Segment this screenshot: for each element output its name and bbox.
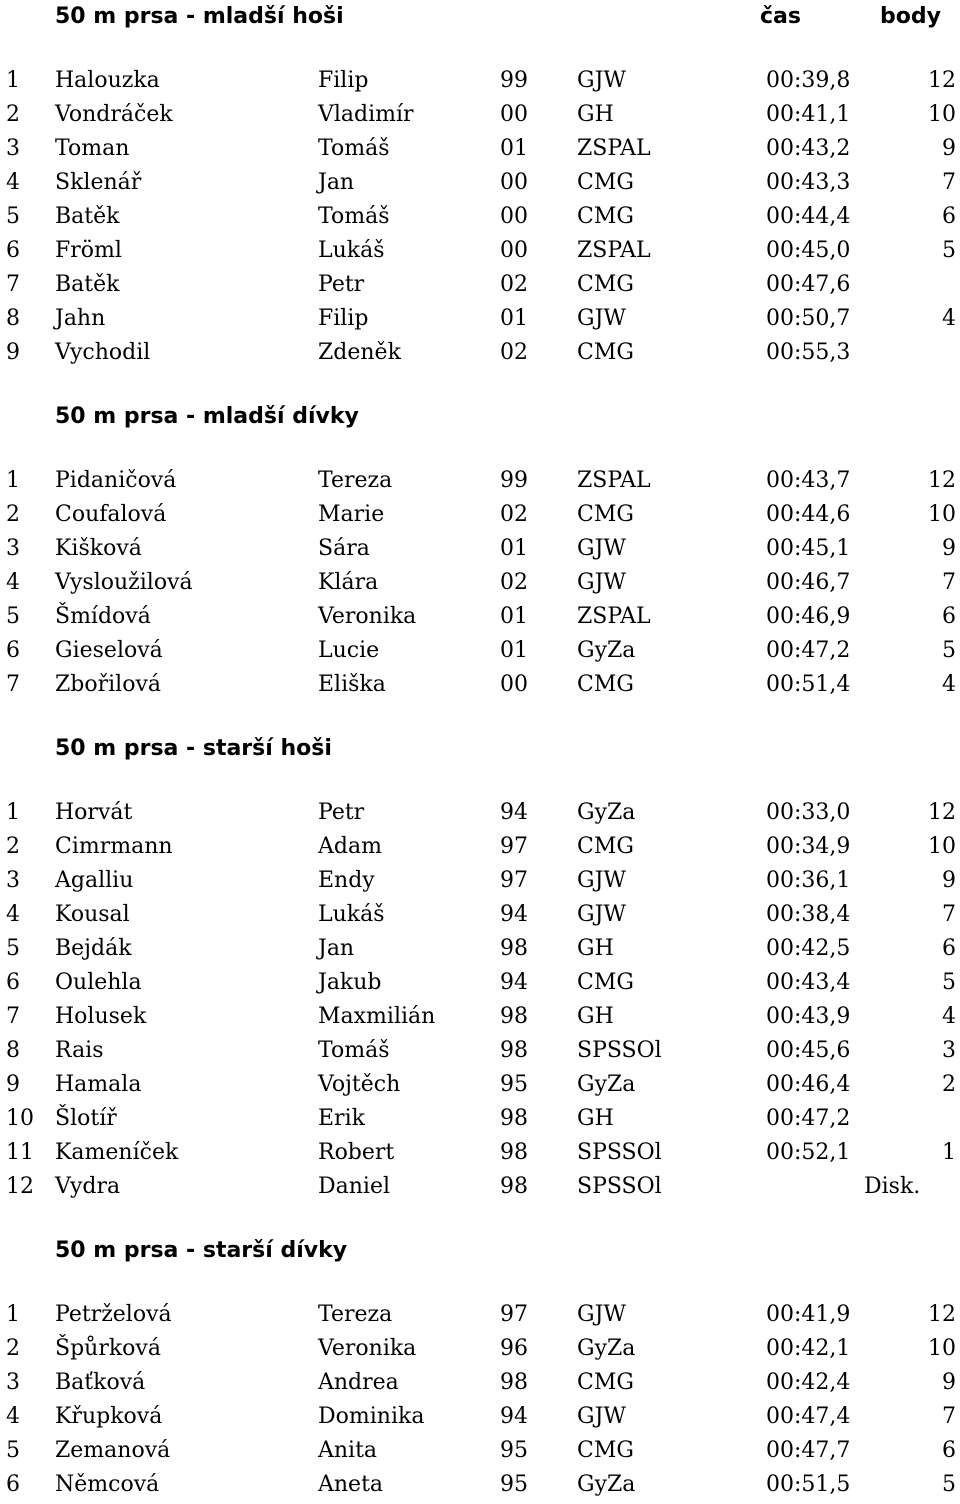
table-row: [0, 1068, 960, 1102]
birth-year-cell: 98: [500, 1174, 528, 1199]
time-cell: 00:46,9: [766, 604, 851, 629]
club-cell: GyZa: [577, 1336, 636, 1361]
club-cell: CMG: [577, 272, 634, 297]
points-cell: 10: [928, 834, 956, 859]
surname-cell: Křupková: [55, 1404, 163, 1429]
rank-cell: 6: [6, 1472, 20, 1497]
club-cell: CMG: [577, 1370, 634, 1395]
club-cell: CMG: [577, 672, 634, 697]
surname-cell: Kousal: [55, 902, 130, 927]
club-cell: GH: [577, 1004, 614, 1029]
rank-cell: 9: [6, 340, 20, 365]
points-cell: 9: [942, 536, 956, 561]
birth-year-cell: 00: [500, 672, 528, 697]
rank-cell: 3: [6, 536, 20, 561]
club-cell: GyZa: [577, 1472, 636, 1497]
first-name-cell: Zdeněk: [318, 340, 401, 365]
points-cell: 5: [942, 1472, 956, 1497]
birth-year-cell: 98: [500, 1004, 528, 1029]
birth-year-cell: 02: [500, 570, 528, 595]
club-cell: CMG: [577, 204, 634, 229]
rank-cell: 2: [6, 102, 20, 127]
table-row: [0, 498, 960, 532]
first-name-cell: Dominika: [318, 1404, 425, 1429]
first-name-cell: Eliška: [318, 672, 386, 697]
table-row: [0, 98, 960, 132]
birth-year-cell: 94: [500, 902, 528, 927]
surname-cell: Petrželová: [55, 1302, 172, 1327]
rank-cell: 3: [6, 136, 20, 161]
time-cell: 00:47,6: [766, 272, 851, 297]
birth-year-cell: 97: [500, 1302, 528, 1327]
surname-cell: Horvát: [55, 800, 133, 825]
time-cell: 00:47,4: [766, 1404, 851, 1429]
table-row: [0, 600, 960, 634]
birth-year-cell: 01: [500, 638, 528, 663]
time-cell: 00:41,9: [766, 1302, 851, 1327]
points-cell: 2: [942, 1072, 956, 1097]
column-header-time: čas: [760, 4, 801, 29]
points-cell: 9: [942, 136, 956, 161]
club-cell: GJW: [577, 570, 627, 595]
time-cell: 00:43,3: [766, 170, 851, 195]
time-cell: 00:52,1: [766, 1140, 851, 1165]
time-cell: 00:42,5: [766, 936, 851, 961]
table-row: [0, 1332, 960, 1366]
club-cell: ZSPAL: [577, 238, 651, 263]
table-row: [0, 1434, 960, 1468]
surname-cell: Pidaničová: [55, 468, 177, 493]
rank-cell: 12: [6, 1174, 34, 1199]
birth-year-cell: 95: [500, 1472, 528, 1497]
first-name-cell: Vladimír: [318, 102, 414, 127]
points-cell: 7: [942, 570, 956, 595]
club-cell: GH: [577, 1106, 614, 1131]
birth-year-cell: 98: [500, 1140, 528, 1165]
points-cell: 12: [928, 468, 956, 493]
table-row: [0, 234, 960, 268]
surname-cell: Šlotíř: [55, 1106, 117, 1131]
first-name-cell: Tomáš: [318, 136, 390, 161]
table-row: [0, 864, 960, 898]
birth-year-cell: 00: [500, 170, 528, 195]
birth-year-cell: 99: [500, 68, 528, 93]
club-cell: SPSSOl: [577, 1140, 662, 1165]
club-cell: GyZa: [577, 638, 636, 663]
birth-year-cell: 00: [500, 102, 528, 127]
first-name-cell: Lucie: [318, 638, 380, 663]
rank-cell: 1: [6, 68, 20, 93]
points-cell: 4: [942, 306, 956, 331]
table-row: [0, 668, 960, 702]
rank-cell: 2: [6, 1336, 20, 1361]
first-name-cell: Daniel: [318, 1174, 391, 1199]
surname-cell: Baťková: [55, 1370, 146, 1395]
section-header: [0, 732, 960, 766]
club-cell: GJW: [577, 1302, 627, 1327]
club-cell: GJW: [577, 306, 627, 331]
points-cell: 6: [942, 1438, 956, 1463]
first-name-cell: Petr: [318, 272, 365, 297]
table-row: [0, 166, 960, 200]
club-cell: CMG: [577, 970, 634, 995]
points-cell: 7: [942, 902, 956, 927]
time-cell: 00:46,4: [766, 1072, 851, 1097]
time-cell: 00:44,6: [766, 502, 851, 527]
first-name-cell: Petr: [318, 800, 365, 825]
rank-cell: 2: [6, 502, 20, 527]
birth-year-cell: 95: [500, 1438, 528, 1463]
birth-year-cell: 01: [500, 136, 528, 161]
results-list: [0, 1298, 960, 1502]
time-cell: 00:33,0: [766, 800, 851, 825]
birth-year-cell: 02: [500, 340, 528, 365]
column-header-points: body: [880, 4, 941, 29]
points-cell: 6: [942, 604, 956, 629]
first-name-cell: Lukáš: [318, 238, 385, 263]
surname-cell: Vysloužilová: [55, 570, 193, 595]
time-cell: 00:42,4: [766, 1370, 851, 1395]
points-cell: 10: [928, 1336, 956, 1361]
rank-cell: 4: [6, 1404, 20, 1429]
club-cell: ZSPAL: [577, 136, 651, 161]
points-cell: 4: [942, 1004, 956, 1029]
first-name-cell: Sára: [318, 536, 370, 561]
surname-cell: Batěk: [55, 272, 120, 297]
time-cell: 00:45,0: [766, 238, 851, 263]
table-row: [0, 966, 960, 1000]
rank-cell: 8: [6, 306, 20, 331]
first-name-cell: Marie: [318, 502, 385, 527]
first-name-cell: Filip: [318, 306, 369, 331]
club-cell: ZSPAL: [577, 468, 651, 493]
time-cell: 00:38,4: [766, 902, 851, 927]
rank-cell: 6: [6, 970, 20, 995]
rank-cell: 5: [6, 936, 20, 961]
time-cell: 00:46,7: [766, 570, 851, 595]
rank-cell: 1: [6, 468, 20, 493]
rank-cell: 7: [6, 672, 20, 697]
club-cell: CMG: [577, 834, 634, 859]
time-cell: 00:44,4: [766, 204, 851, 229]
surname-cell: Toman: [55, 136, 130, 161]
rank-cell: 8: [6, 1038, 20, 1063]
table-row: [0, 132, 960, 166]
time-cell: 00:42,1: [766, 1336, 851, 1361]
surname-cell: Oulehla: [55, 970, 142, 995]
surname-cell: Jahn: [55, 306, 106, 331]
club-cell: GJW: [577, 1404, 627, 1429]
time-cell: 00:43,9: [766, 1004, 851, 1029]
time-cell: 00:51,5: [766, 1472, 851, 1497]
time-cell: 00:41,1: [766, 102, 851, 127]
surname-cell: Hamala: [55, 1072, 142, 1097]
rank-cell: 4: [6, 570, 20, 595]
surname-cell: Špůrková: [55, 1336, 161, 1361]
points-cell: 7: [942, 170, 956, 195]
surname-cell: Batěk: [55, 204, 120, 229]
birth-year-cell: 98: [500, 936, 528, 961]
birth-year-cell: 96: [500, 1336, 528, 1361]
rank-cell: 9: [6, 1072, 20, 1097]
points-cell: 6: [942, 936, 956, 961]
birth-year-cell: 01: [500, 306, 528, 331]
points-cell: 5: [942, 638, 956, 663]
birth-year-cell: 02: [500, 502, 528, 527]
section-header: [0, 0, 960, 34]
table-row: [0, 336, 960, 370]
birth-year-cell: 98: [500, 1038, 528, 1063]
rank-cell: 11: [6, 1140, 34, 1165]
points-cell: 6: [942, 204, 956, 229]
table-row: [0, 932, 960, 966]
first-name-cell: Klára: [318, 570, 379, 595]
table-row: [0, 1468, 960, 1502]
rank-cell: 4: [6, 170, 20, 195]
section-title: 50 m prsa - starší dívky: [55, 1238, 348, 1263]
table-row: [0, 302, 960, 336]
surname-cell: Gieselová: [55, 638, 163, 663]
section-header: [0, 1234, 960, 1268]
first-name-cell: Jan: [318, 170, 355, 195]
club-cell: GH: [577, 102, 614, 127]
time-cell: 00:55,3: [766, 340, 851, 365]
birth-year-cell: 01: [500, 536, 528, 561]
time-cell: 00:47,7: [766, 1438, 851, 1463]
points-cell: 9: [942, 1370, 956, 1395]
table-row: [0, 200, 960, 234]
club-cell: GyZa: [577, 800, 636, 825]
first-name-cell: Veronika: [318, 1336, 417, 1361]
surname-cell: Kišková: [55, 536, 142, 561]
time-cell: 00:43,7: [766, 468, 851, 493]
rank-cell: 6: [6, 638, 20, 663]
time-cell: 00:39,8: [766, 68, 851, 93]
club-cell: SPSSOl: [577, 1038, 662, 1063]
points-cell: 4: [942, 672, 956, 697]
club-cell: GJW: [577, 902, 627, 927]
points-cell: 12: [928, 68, 956, 93]
club-cell: SPSSOl: [577, 1174, 662, 1199]
points-cell: 7: [942, 1404, 956, 1429]
table-row: [0, 1136, 960, 1170]
surname-cell: Kameníček: [55, 1140, 179, 1165]
surname-cell: Coufalová: [55, 502, 167, 527]
first-name-cell: Tomáš: [318, 204, 390, 229]
points-cell: 5: [942, 970, 956, 995]
points-cell: 12: [928, 1302, 956, 1327]
club-cell: GJW: [577, 868, 627, 893]
club-cell: ZSPAL: [577, 604, 651, 629]
surname-cell: Sklenář: [55, 170, 142, 195]
time-cell: 00:51,4: [766, 672, 851, 697]
club-cell: GJW: [577, 536, 627, 561]
club-cell: GH: [577, 936, 614, 961]
rank-cell: 3: [6, 1370, 20, 1395]
club-cell: CMG: [577, 1438, 634, 1463]
table-row: [0, 268, 960, 302]
table-row: [0, 1400, 960, 1434]
surname-cell: Zbořilová: [55, 672, 161, 697]
first-name-cell: Maxmilián: [318, 1004, 436, 1029]
time-cell: 00:34,9: [766, 834, 851, 859]
birth-year-cell: 00: [500, 204, 528, 229]
time-cell: 00:47,2: [766, 1106, 851, 1131]
club-cell: CMG: [577, 170, 634, 195]
birth-year-cell: 97: [500, 868, 528, 893]
first-name-cell: Robert: [318, 1140, 395, 1165]
surname-cell: Agalliu: [55, 868, 134, 893]
time-cell: 00:47,2: [766, 638, 851, 663]
first-name-cell: Erik: [318, 1106, 365, 1131]
first-name-cell: Endy: [318, 868, 375, 893]
first-name-cell: Tereza: [318, 468, 393, 493]
first-name-cell: Vojtěch: [318, 1072, 401, 1097]
surname-cell: Zemanová: [55, 1438, 171, 1463]
points-cell: 1: [942, 1140, 956, 1165]
birth-year-cell: 98: [500, 1370, 528, 1395]
surname-cell: Vondráček: [55, 102, 173, 127]
birth-year-cell: 98: [500, 1106, 528, 1131]
table-row: [0, 898, 960, 932]
points-cell: 10: [928, 102, 956, 127]
birth-year-cell: 97: [500, 834, 528, 859]
time-cell: 00:43,2: [766, 136, 851, 161]
table-row: [0, 1102, 960, 1136]
table-row: [0, 1366, 960, 1400]
first-name-cell: Tomáš: [318, 1038, 390, 1063]
table-row: [0, 796, 960, 830]
rank-cell: 7: [6, 272, 20, 297]
rank-cell: 5: [6, 604, 20, 629]
table-row: [0, 1000, 960, 1034]
surname-cell: Fröml: [55, 238, 122, 263]
rank-cell: 7: [6, 1004, 20, 1029]
birth-year-cell: 94: [500, 1404, 528, 1429]
rank-cell: 10: [6, 1106, 34, 1131]
birth-year-cell: 99: [500, 468, 528, 493]
rank-cell: 6: [6, 238, 20, 263]
points-cell: 12: [928, 800, 956, 825]
surname-cell: Halouzka: [55, 68, 160, 93]
rank-cell: 4: [6, 902, 20, 927]
table-row: [0, 532, 960, 566]
first-name-cell: Adam: [318, 834, 382, 859]
birth-year-cell: 01: [500, 604, 528, 629]
points-cell: 10: [928, 502, 956, 527]
first-name-cell: Tereza: [318, 1302, 393, 1327]
rank-cell: 1: [6, 800, 20, 825]
section-header: [0, 400, 960, 434]
first-name-cell: Filip: [318, 68, 369, 93]
first-name-cell: Jan: [318, 936, 355, 961]
table-row: [0, 464, 960, 498]
time-cell: 00:50,7: [766, 306, 851, 331]
club-cell: CMG: [577, 502, 634, 527]
first-name-cell: Veronika: [318, 604, 417, 629]
table-row: [0, 64, 960, 98]
table-row: [0, 634, 960, 668]
time-cell: 00:36,1: [766, 868, 851, 893]
time-cell: 00:45,1: [766, 536, 851, 561]
results-list: [0, 464, 960, 702]
surname-cell: Vychodil: [55, 340, 151, 365]
results-list: [0, 64, 960, 370]
time-cell: 00:43,4: [766, 970, 851, 995]
points-cell: 9: [942, 868, 956, 893]
birth-year-cell: 94: [500, 800, 528, 825]
time-cell: 00:45,6: [766, 1038, 851, 1063]
birth-year-cell: 95: [500, 1072, 528, 1097]
first-name-cell: Lukáš: [318, 902, 385, 927]
points-cell: 5: [942, 238, 956, 263]
club-cell: CMG: [577, 340, 634, 365]
surname-cell: Bejdák: [55, 936, 132, 961]
birth-year-cell: 00: [500, 238, 528, 263]
first-name-cell: Andrea: [318, 1370, 399, 1395]
table-row: [0, 1034, 960, 1068]
rank-cell: 2: [6, 834, 20, 859]
surname-cell: Cimrmann: [55, 834, 173, 859]
section-title: 50 m prsa - starší hoši: [55, 736, 332, 761]
first-name-cell: Jakub: [318, 970, 382, 995]
rank-cell: 5: [6, 1438, 20, 1463]
table-row: [0, 830, 960, 864]
time-cell: Disk.: [864, 1174, 921, 1199]
rank-cell: 1: [6, 1302, 20, 1327]
first-name-cell: Aneta: [318, 1472, 384, 1497]
first-name-cell: Anita: [318, 1438, 378, 1463]
surname-cell: Rais: [55, 1038, 104, 1063]
birth-year-cell: 94: [500, 970, 528, 995]
surname-cell: Šmídová: [55, 604, 151, 629]
club-cell: GJW: [577, 68, 627, 93]
rank-cell: 5: [6, 204, 20, 229]
surname-cell: Němcová: [55, 1472, 160, 1497]
results-list: [0, 796, 960, 1204]
club-cell: GyZa: [577, 1072, 636, 1097]
section-title: 50 m prsa - mladší dívky: [55, 404, 359, 429]
rank-cell: 3: [6, 868, 20, 893]
table-row: [0, 1298, 960, 1332]
table-row: [0, 1170, 960, 1204]
section-title: 50 m prsa - mladší hoši: [55, 4, 344, 29]
surname-cell: Vydra: [55, 1174, 121, 1199]
table-row: [0, 566, 960, 600]
surname-cell: Holusek: [55, 1004, 147, 1029]
points-cell: 3: [942, 1038, 956, 1063]
birth-year-cell: 02: [500, 272, 528, 297]
